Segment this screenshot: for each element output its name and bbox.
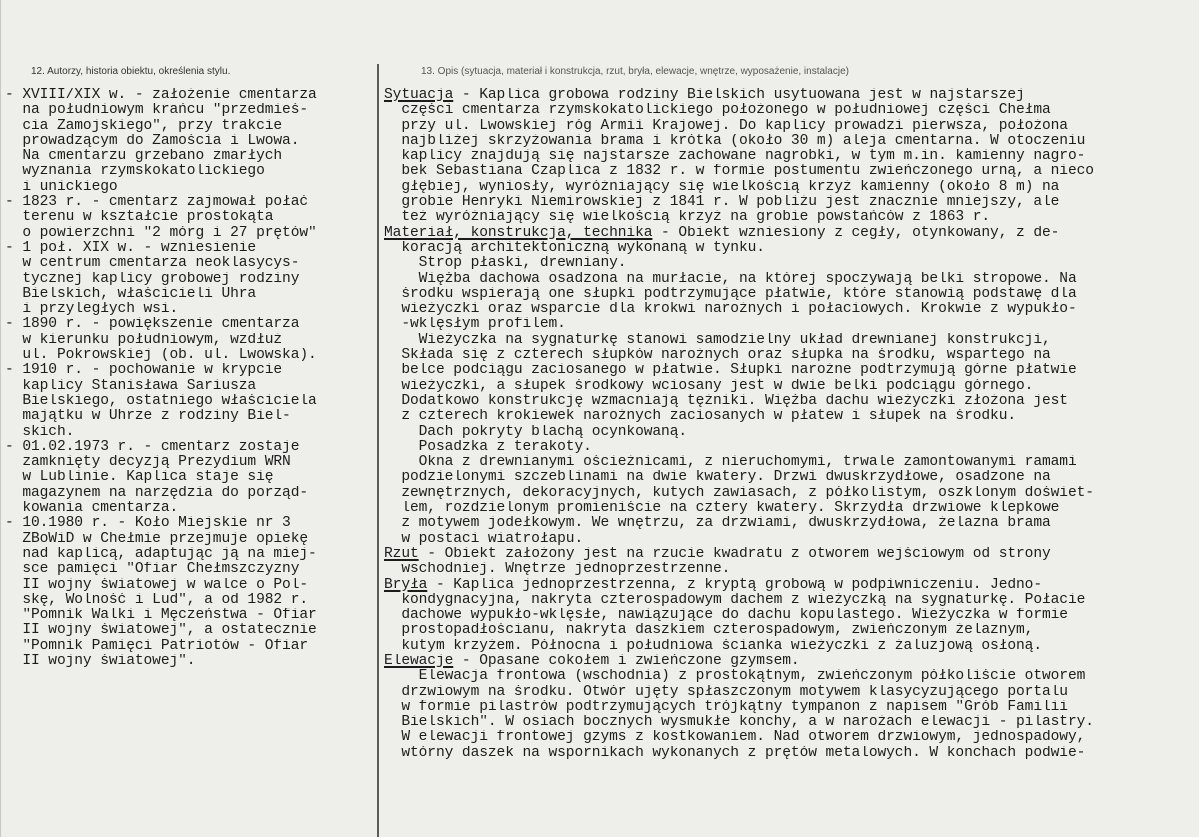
description-text: w formie pilastrów podtrzymujących trójkątny tympanon z napisem "Grób Familii <box>384 699 1068 715</box>
section-heading: Materiał, konstrukcja, technika <box>384 225 653 241</box>
description-text: grobie Henryki Niemirowskiej z 1841 r. W pobliżu jest znacznie mniejszy, ale <box>384 195 1060 211</box>
column-divider <box>377 64 379 837</box>
description-line <box>384 119 1196 134</box>
description-text: przy ul. Lwowskiej róg Armii Krajowej. Do kaplicy prowadzi pierwsza, położona <box>384 118 1068 134</box>
description-text: Dach pokryty blachą ocynkowaną. <box>384 424 688 440</box>
description-line <box>384 134 1196 149</box>
history-line: o powierzchni "2 mórg i 27 prętów" <box>5 225 317 241</box>
description-text: koracją architektoniczną wykonaną w tynku. <box>384 240 765 256</box>
description-line <box>384 409 1196 424</box>
history-line: Bielskich, właścicieli Uhra <box>5 286 257 302</box>
history-line: tycznej kaplicy grobowej rodziny <box>5 271 300 287</box>
description-text: z czterech krokiewek narożnych zaciosanych w płatew i słupek na środku. <box>384 409 1017 425</box>
description-text: podzielonymi szczeblinami na dwie kwatery. Drzwi dwuskrzydłowe, osadzone na <box>384 470 1051 486</box>
description-line <box>384 730 1196 745</box>
history-line: kowania cmentarza. <box>5 501 179 517</box>
description-text: Wieżyczka na sygnaturkę stanowi samodzielny układ drewnianej konstrukcji, <box>384 332 1051 348</box>
section-heading: Bryła <box>384 577 428 593</box>
history-line: prowadzącym do Zamościa i Lwowa. <box>5 133 300 149</box>
history-line: skich. <box>5 424 75 440</box>
history-line: ul. Pokrowskiej (ob. ul. Lwowska). <box>5 348 317 364</box>
description-line <box>384 639 1196 654</box>
description-text: części cmentarza rzymskokatolickiego położonego w południowej części Chełma <box>384 103 1051 119</box>
description-text: - Obiekt wzniesiony z cegły, otynkowany, z de- <box>652 225 1060 241</box>
description-line <box>384 547 1196 562</box>
description-line <box>384 532 1196 547</box>
description-line <box>384 516 1196 531</box>
description-line <box>384 746 1196 761</box>
history-line: - 1 poł. XIX w. - wzniesienie <box>5 240 257 256</box>
history-line: skę, Wolność i Lud", a od 1982 r. <box>5 592 309 608</box>
history-line: II wojny światowej". <box>5 653 196 669</box>
history-line: nad kaplicą, adaptując ją na miej- <box>5 546 317 562</box>
description-text: z motywem jodełkowym. We wnętrzu, za drzwiami, dwuskrzydłowa, żelazna brama <box>384 516 1051 532</box>
section-heading: Rzut <box>384 546 419 562</box>
history-line: - 1890 r. - powiększenie cmentarza <box>5 317 300 333</box>
description-line <box>384 302 1196 317</box>
description-text: - Opasane cokołem i zwieńczone gzymsem. <box>453 653 800 669</box>
description-line <box>384 256 1196 271</box>
history-line: kaplicy Stanisława Sariusza <box>5 378 257 394</box>
description-line <box>384 287 1196 302</box>
history-line: magazynem na narzędzia do porząd- <box>5 485 309 501</box>
history-line: majątku w Uhrze z rodziny Biel- <box>5 409 291 425</box>
description-line <box>384 425 1196 440</box>
history-line: ZBoWiD w Chełmie przejmuje opiekę <box>5 531 309 547</box>
history-line: II wojny światowej", a ostatecznie <box>5 623 317 639</box>
description-text: prostopadłościanu, nakryta daszkiem czterospadowym, zwieńczonym żelaznym, <box>384 623 1034 639</box>
description-text: kutym krzyżem. Północna i południowa ścianka wieżyczki z żaluzjową osłoną. <box>384 638 1042 654</box>
description-text: Posadzka z terakoty. <box>384 439 592 455</box>
description-line <box>384 654 1196 669</box>
description-line <box>384 317 1196 332</box>
description-text: kaplicy znajdują się najstarsze zachowane nagrobki, w tym m.in. kamienny nagro- <box>384 149 1086 165</box>
description-line <box>384 210 1196 225</box>
section-heading: Elewacje <box>384 653 454 669</box>
description-text: bek Sebastiana Czaplica z 1832 r. w formie postumentu zwieńczonego urną, a nieco <box>384 164 1094 180</box>
description-line <box>384 226 1196 241</box>
history-line: - 10.1980 r. - Koło Miejskie nr 3 <box>5 516 291 532</box>
description-line <box>384 440 1196 455</box>
description-line <box>384 715 1196 730</box>
description-text: Bielskich". W osiach bocznych wysmukłe konchy, a w narożach elewacji - pilastry. <box>384 715 1094 731</box>
history-line: - 01.02.1973 r. - cmentarz zostaje <box>5 439 300 455</box>
history-line: "Pomnik Pamięci Patriotów - Ofiar <box>5 638 309 654</box>
description-text: wtórny daszek na wspornikach wykonanych z prętów metalowych. W konchach podwie- <box>384 745 1086 761</box>
description-line <box>384 608 1196 623</box>
description-line <box>384 394 1196 409</box>
description-line <box>384 164 1196 179</box>
history-line: II wojny światowej w walce o Pol- <box>5 577 309 593</box>
description-line <box>384 180 1196 195</box>
description-line <box>384 363 1196 378</box>
description-text: Strop płaski, drewniany. <box>384 256 627 272</box>
history-line: terenu w kształcie prostokąta <box>5 210 274 226</box>
history-column <box>5 88 375 669</box>
description-line <box>384 333 1196 348</box>
description-line <box>384 149 1196 164</box>
description-text: - Obiekt założony jest na rzucie kwadratu z otworem wejściowym od strony <box>418 546 1051 562</box>
description-text: wieżyczki oraz wsparcie dla krokwi narożnych i połaciowych. Krokwie z wypukło- <box>384 302 1077 318</box>
description-text: środku wspierają one słupki podtrzymujące płatwie, które stanowią podstawę dla <box>384 286 1077 302</box>
history-line: i unickiego <box>5 179 118 195</box>
description-text: dachowe wypukło-wklęsłe, nawiązujące do dachu kopulastego. Wieżyczka w formie <box>384 608 1068 624</box>
history-line: w Lublinie. Kaplica staje się <box>5 470 274 486</box>
description-text: Więźba dachowa osadzona na murłacie, na której spoczywają belki stropowe. Na <box>384 271 1077 287</box>
description-text: Dodatkowo konstrukcję wzmacniają tężniki. Więźba dachu wieżyczki złożona jest <box>384 393 1068 409</box>
history-line: cia Zamojskiego", przy trakcie <box>5 118 283 134</box>
description-text: Okna z drewnianymi ościeżnicami, z nieruchomymi, trwale zamontowanymi ramami <box>384 455 1077 471</box>
history-line: w kierunku południowym, wzdłuż <box>5 332 283 348</box>
description-column <box>384 88 1196 761</box>
history-line: Bielskiego, ostatniego właściciela <box>5 393 317 409</box>
history-line: - 1823 r. - cmentarz zajmował połać <box>5 195 309 211</box>
description-text: Składa się z czterech słupków narożnych oraz słupka na środku, wspartego na <box>384 348 1051 364</box>
history-line: "Pomnik Walki i Męczeństwa - Ofiar <box>5 608 317 624</box>
description-line <box>384 501 1196 516</box>
history-line: - XVIII/XIX w. - założenie cmentarza <box>5 88 317 103</box>
description-line <box>384 562 1196 577</box>
description-line <box>384 470 1196 485</box>
description-line <box>384 379 1196 394</box>
description-line <box>384 623 1196 638</box>
description-line <box>384 348 1196 363</box>
history-line: wyznania rzymskokatolickiego <box>5 164 265 180</box>
description-text: belce podciągu zaciosanego w płatwie. Słupki narożne podtrzymują górne płatwie <box>384 363 1077 379</box>
description-text: lem, rozdzielonym promieniście na cztery kwatery. Skrzydła drzwiowe klepkowe <box>384 501 1060 517</box>
description-text: kondygnacyjna, nakryta czterospadowym dachem z wieżyczką na sygnaturkę. Połacie <box>384 592 1086 608</box>
description-text: -wklęsłym profilem. <box>384 317 566 333</box>
history-line: zamknięty decyzją Prezydium WRN <box>5 455 291 471</box>
history-line: na południowym krańcu "przedmieś- <box>5 103 309 119</box>
description-text: Elewacja frontowa (wschodnia) z prostokątnym, zwieńczonym półkoliście otworem <box>384 669 1086 685</box>
description-text: wieżyczki, a słupek środkowy wciosany jest w dwie belki podciągu górnego. <box>384 378 1034 394</box>
description-text: W elewacji frontowej gzyms z kostkowaniem. Nad otworem drzwiowym, jednospadowy, <box>384 730 1086 746</box>
history-line: w centrum cmentarza neoklasycys- <box>5 256 300 272</box>
description-line <box>384 88 1196 103</box>
history-line: i przyległych wsi. <box>5 302 179 318</box>
description-text: najbliżej skrzyżowania brama i krótka (około 30 m) aleja cmentarna. W otoczeniu <box>384 133 1086 149</box>
description-text: głębiej, wyniosły, wyróżniający się wielkością krzyż kamienny (około 8 m) na <box>384 179 1060 195</box>
description-line <box>384 685 1196 700</box>
history-line: - 1910 r. - pochowanie w krypcie <box>5 363 283 379</box>
description-line <box>384 486 1196 501</box>
description-line <box>384 669 1196 684</box>
description-line <box>384 593 1196 608</box>
description-text: - Kaplica grobowa rodziny Bielskich usytuowana jest w najstarszej <box>453 88 1025 103</box>
left-section-header: 12. Autorzy, historia obiektu, określenia stylu. <box>31 66 231 77</box>
description-text: wschodniej. Wnętrze jednoprzestrzenne. <box>384 562 731 578</box>
description-line <box>384 455 1196 470</box>
history-line: Na cmentarzu grzebano zmarłych <box>5 149 283 165</box>
description-line <box>384 578 1196 593</box>
description-line <box>384 700 1196 715</box>
description-line <box>384 241 1196 256</box>
section-heading: Sytuacja <box>384 88 454 103</box>
description-text: - Kaplica jednoprzestrzenna, z kryptą grobową w podpiwniczeniu. Jedno- <box>427 577 1042 593</box>
description-text: drzwiowym na środku. Otwór ujęty spłaszczonym motywem klasycyzującego portalu <box>384 684 1068 700</box>
description-line <box>384 103 1196 118</box>
description-text: też wyróżniający się wielkością krzyż na grobie powstańców z 1863 r. <box>384 210 991 226</box>
history-line: sce pamięci "Ofiar Chełmszczyzny <box>5 562 300 578</box>
right-section-header: 13. Opis (sytuacja, materiał i konstrukcja, rzut, bryła, elewacje, wnętrze, wyposażenie, instalacje) <box>421 66 849 77</box>
description-text: w postaci wiatrołapu. <box>384 531 584 547</box>
description-line <box>384 272 1196 287</box>
description-line <box>384 195 1196 210</box>
description-text: zewnętrznych, dekoracyjnych, kutych zawiasach, z półkolistym, oszklonym doświet- <box>384 485 1094 501</box>
